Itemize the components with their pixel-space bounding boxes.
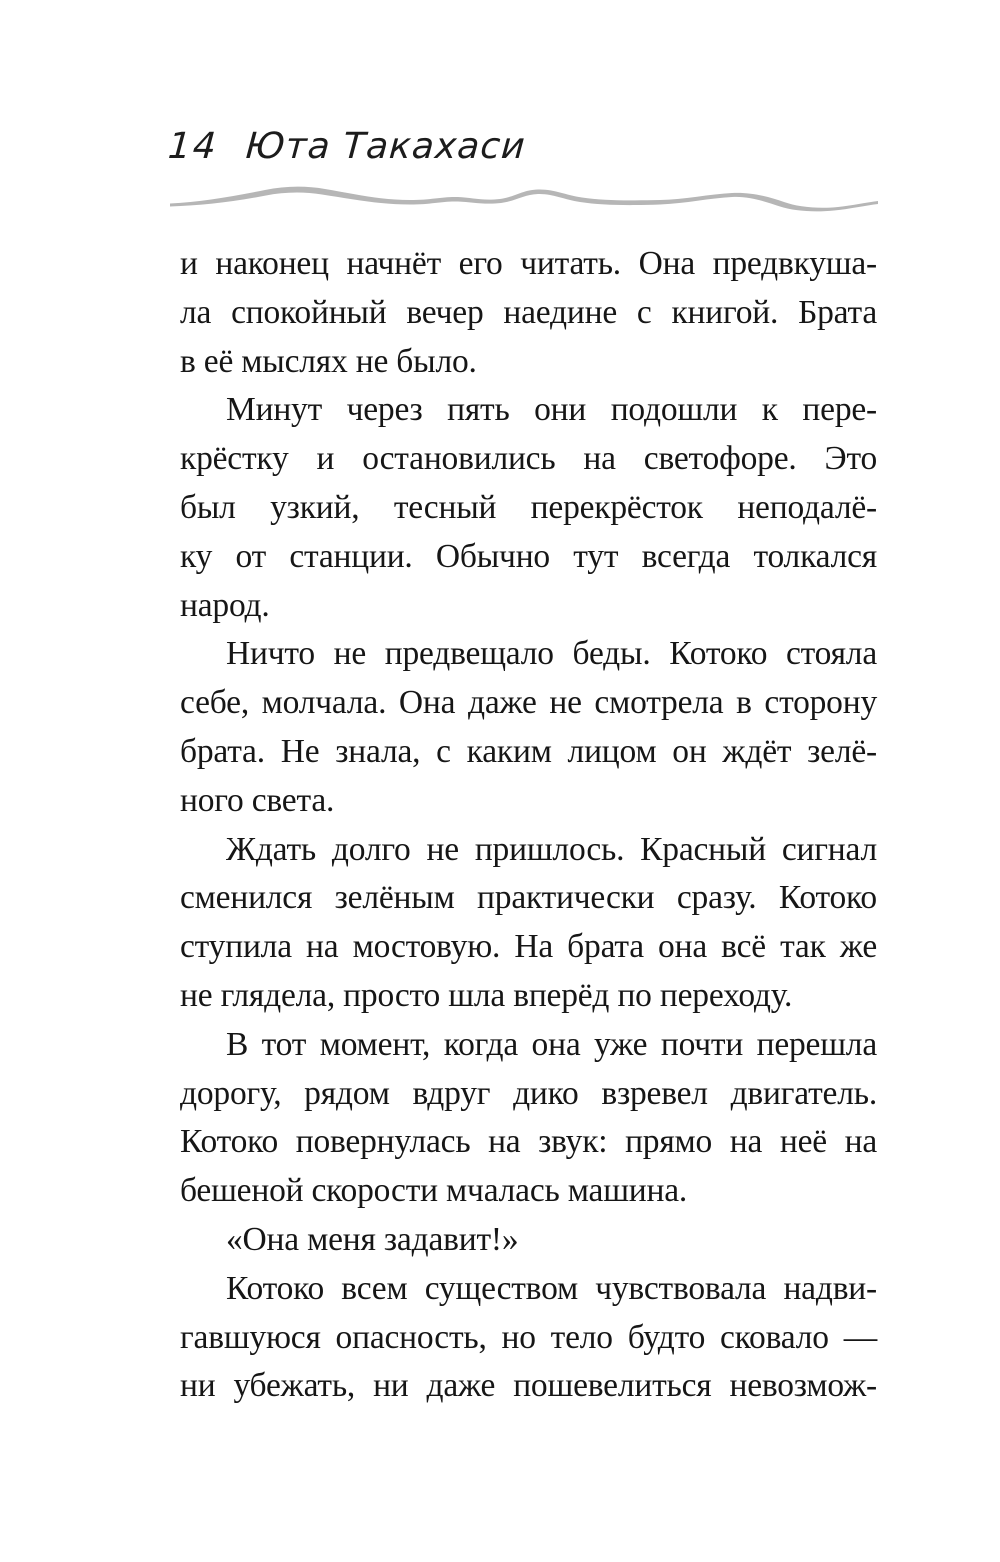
text-line: бешеной скорости мчалась машина. — [180, 1172, 688, 1210]
text-line: Минут через пять они подошли к пере- — [226, 391, 877, 429]
text-line: и наконец начнёт его читать. Она предвкуша- — [180, 245, 877, 282]
text-line: себе, молчала. Она даже не смотрела в сторону — [180, 684, 877, 722]
text-line: брата. Не знала, с каким лицом он ждёт зелё- — [180, 732, 877, 770]
text-line: Котоко всем существом чувствовала надви- — [226, 1269, 877, 1307]
running-head — [167, 126, 527, 167]
text-line: народ. — [180, 586, 270, 624]
text-line: в её мыслях не было. — [180, 342, 477, 380]
text-line: гавшуюся опасность, но тело будто сковало — — [180, 1318, 877, 1356]
page-text — [180, 240, 877, 1411]
text-line: ного света. — [180, 781, 335, 819]
text-line: Котоко повернулась на звук: прямо на неё на — [180, 1123, 877, 1161]
text-line: был узкий, тесный перекрёсток неподалё- — [180, 488, 877, 526]
text-line: Ждать долго не пришлось. Красный сигнал — [226, 830, 877, 868]
text-line: «Она меня задавит!» — [226, 1220, 519, 1258]
text-line: дорогу, рядом вдруг дико взревел двигатель. — [180, 1074, 877, 1112]
text-line: ла спокойный вечер наедине с книгой. Брата — [180, 293, 877, 331]
text-line: ни убежать, ни даже пошевелиться невозмож- — [180, 1367, 877, 1405]
text-line: ку от станции. Обычно тут всегда толкался — [180, 537, 877, 575]
text-line: Ничто не предвещало беды. Котоко стояла — [226, 635, 877, 673]
wavy-divider — [170, 181, 878, 215]
text-line: В тот момент, когда она уже почти перешла — [226, 1025, 877, 1063]
text-line: не глядела, просто шла вперёд по переходу. — [180, 976, 793, 1014]
page-number: 14 — [166, 126, 220, 167]
author-name: Юта Такахаси — [244, 126, 527, 167]
text-line: сменился зелёным практически сразу. Котоко — [180, 879, 877, 917]
text-line: крёстку и остановились на светофоре. Это — [180, 440, 877, 478]
text-line: ступила на мостовую. На брата она всё так же — [180, 928, 877, 966]
